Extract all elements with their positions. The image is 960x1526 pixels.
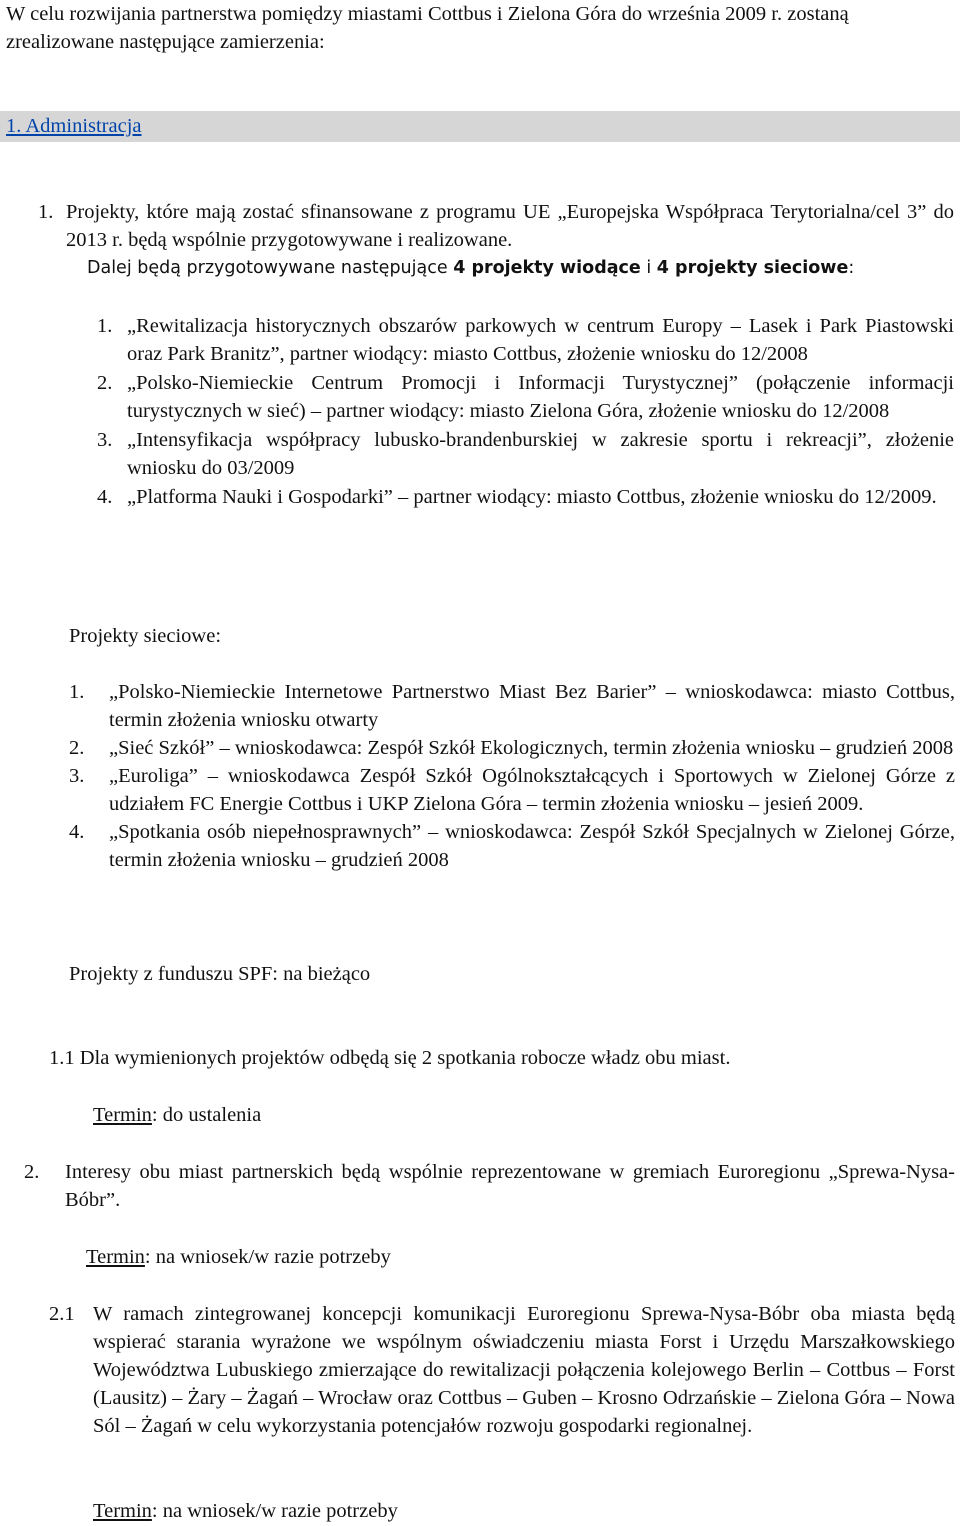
intro-text: W celu rozwijania partnerstwa pomiędzy miastami Cottbus i Zielona Góra do września 2009 r. zostaną zrealizowane następujące zamierzenia: — [6, 3, 849, 53]
termin-value: : na wniosek/w razie potrzeby — [144, 1246, 391, 1268]
termin-label: Termin — [93, 1500, 152, 1522]
list-item — [97, 312, 954, 368]
list-item-number: 4. — [97, 486, 113, 508]
termin-3 — [93, 1497, 398, 1525]
section-banner — [0, 111, 960, 142]
termin-label: Termin — [86, 1246, 145, 1268]
list-item-number: 2. — [97, 372, 113, 394]
point-2 — [24, 1158, 955, 1214]
point-1-line2-before: Dalej będą przygotowywane następujące — [87, 258, 454, 278]
point-1-1-text: Dla wymienionych projektów odbędą się 2 spotkania robocze władz obu miast. — [79, 1047, 731, 1069]
point-1-line2 — [87, 254, 954, 282]
section-link-administracja[interactable]: 1. Administracja — [6, 115, 142, 137]
point-2-1-number: 2.1 — [49, 1303, 75, 1325]
list-item — [97, 426, 954, 482]
list-item-text: „Sieć Szkół” – wnioskodawca: Zespół Szkół Ekologicznych, termin złożenia wniosku – grudzień 2008 — [109, 737, 954, 759]
list-item-text: „Rewitalizacja historycznych obszarów parkowych w centrum Europy – Lasek i Park Piastowski oraz Park Branitz”, partner wiodący: miasto Cottbus, złożenie wniosku do 12/2008 — [127, 315, 954, 365]
point-1-bold-network: 4 projekty sieciowe — [656, 258, 849, 278]
list-item-text: „Polsko-Niemieckie Internetowe Partnerstwo Miast Bez Barier” – wnioskodawca: miasto Cottbus, termin złożenia wniosku otwarty — [109, 681, 955, 731]
list-item-text: „Spotkania osób niepełnosprawnych” – wnioskodawca: Zespół Szkół Specjalnych w Zielonej Górze, termin złożenia wniosku – grudzień 2008 — [109, 821, 955, 871]
list-item — [69, 734, 955, 762]
point-1-text: Projekty, które mają zostać sfinansowane z programu UE „Europejska Współpraca Terytorialna/cel 3” do 2013 r. będą wspólnie przygotowywane i realizowane. — [66, 201, 954, 251]
list-item-text: „Polsko-Niemieckie Centrum Promocji i Informacji Turystycznej” (połączenie informacji turystycznych w sieć) – partner wiodący: miasto Zielona Góra, złożenie wniosku do 12/2008 — [127, 372, 954, 422]
list-item-number: 1. — [69, 681, 85, 703]
point-1-bold-leading: 4 projekty wiodące — [453, 258, 641, 278]
point-1-number: 1. — [38, 201, 54, 223]
point-1 — [38, 198, 954, 282]
list-item-number: 1. — [97, 315, 113, 337]
termin-1 — [93, 1101, 261, 1129]
list-item-number: 4. — [69, 821, 85, 843]
leading-projects-list — [97, 312, 954, 511]
point-2-1 — [49, 1300, 955, 1440]
point-1-line2-after: : — [848, 258, 855, 278]
point-1-line2-mid: i — [640, 258, 657, 278]
list-item-text: „Euroliga” – wnioskodawca Zespół Szkół Ogólnokształcących i Sportowych w Zielonej Górze z udziałem FC Energie Cottbus i UKP Zielona Góra – termin złożenia wniosku – jesień 2009. — [109, 765, 955, 815]
termin-value: : do ustalenia — [151, 1104, 262, 1126]
point-2-1-text: W ramach zintegrowanej koncepcji komunikacji Euroregionu Sprewa-Nysa-Bóbr oba miasta będą wspierać starania wyrażone we wspólnym oświadczeniu miasta Forst i Urzędu Marszałkowskiego Województwa Lubuskiego zmierzające do rewitalizacji połączenia kolejowego Berlin – Cottbus – Forst (Lausitz) – Żary – Żagań – Wrocław oraz Cottbus – Guben – Krosno Odrzańskie – Zielona Góra – Nowa Sól – Żagań w celu wykorzystania potencjałów rozwoju gospodarki regionalnej. — [93, 1303, 955, 1437]
list-item — [69, 762, 955, 818]
point-1-1 — [49, 1044, 949, 1072]
list-item — [97, 369, 954, 425]
spf-line: Projekty z funduszu SPF: na bieżąco — [69, 963, 371, 985]
intro-paragraph — [6, 0, 920, 56]
list-item-number: 2. — [69, 737, 85, 759]
termin-2 — [86, 1243, 391, 1271]
list-item — [69, 818, 955, 874]
list-item-number: 3. — [69, 765, 85, 787]
termin-label: Termin — [93, 1104, 152, 1126]
list-item — [69, 678, 955, 734]
network-heading: Projekty sieciowe: — [69, 625, 222, 647]
list-item-number: 3. — [97, 429, 113, 451]
point-1-1-number: 1.1 — [49, 1047, 75, 1069]
list-item-text: „Platforma Nauki i Gospodarki” – partner wiodący: miasto Cottbus, złożenie wniosku do 12/2009. — [127, 486, 937, 508]
network-projects-list — [69, 678, 955, 874]
point-2-number: 2. — [24, 1161, 40, 1183]
termin-value: : na wniosek/w razie potrzeby — [151, 1500, 398, 1522]
list-item — [97, 483, 954, 511]
point-2-text: Interesy obu miast partnerskich będą wspólnie reprezentowane w gremiach Euroregionu „Sprewa-Nysa-Bóbr”. — [65, 1161, 955, 1211]
list-item-text: „Intensyfikacja współpracy lubusko-brandenburskiej w zakresie sportu i rekreacji”, złożenie wniosku do 03/2009 — [127, 429, 954, 479]
